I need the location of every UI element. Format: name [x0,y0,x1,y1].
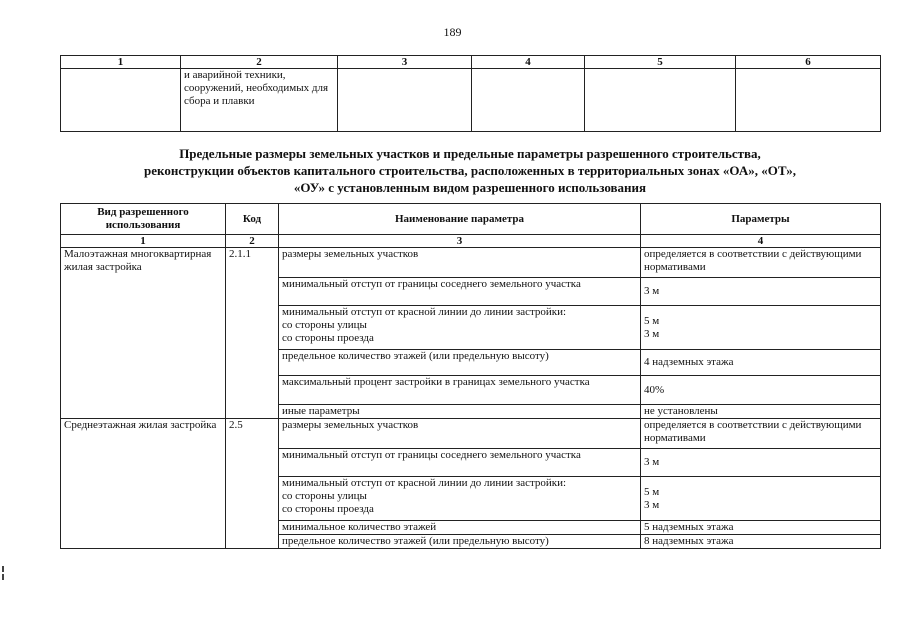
param-name-cell [279,477,641,521]
param-name-cell: размеры земельных участков [279,419,641,449]
param-name: минимальный отступ от красной линии до линии застройки: [282,306,567,318]
code-cell: 2.1.1 [226,248,279,419]
parameters-table [60,203,881,549]
param-value-cell: 3 м [641,278,881,306]
param-name: минимальный отступ от красной линии до линии застройки: [282,477,567,489]
table-cell [736,69,881,132]
param-value: 3 м [644,327,660,340]
header-param-name: Наименование параметра [279,204,641,235]
continuation-table [60,55,881,132]
column-number: 6 [736,56,881,69]
param-value-cell: определяется в соответствии с действующими нормативами [641,248,881,278]
param-value-cell: 3 м [641,449,881,477]
table-row [61,69,881,132]
section-heading [60,145,880,196]
heading-line: «ОУ» с установленным видом разрешенного использования [293,180,647,195]
param-value-cell: 5 надземных этажа [641,521,881,535]
column-number: 3 [279,235,641,248]
scan-crop-mark [2,566,4,572]
param-sub: со стороны проезда [282,503,374,515]
column-number: 1 [61,56,181,69]
param-name-cell [279,306,641,350]
param-name-cell: минимальное количество этажей [279,521,641,535]
param-value-cell [641,306,881,350]
heading-line: Предельные размеры земельных участков и предельные параметры разрешенного строительства, [179,146,761,161]
param-name-cell: минимальный отступ от границы соседнего земельного участка [279,449,641,477]
param-name-cell: размеры земельных участков [279,248,641,278]
param-name-cell: максимальный процент застройки в границах земельного участка [279,376,641,405]
table-row [61,419,881,449]
page-number: 189 [443,25,462,39]
column-number: 5 [585,56,736,69]
param-name-cell: предельное количество этажей (или предельную высоту) [279,535,641,549]
param-value-cell: 8 надземных этажа [641,535,881,549]
param-value-cell [641,477,881,521]
code-cell: 2.5 [226,419,279,549]
table-cell [61,69,181,132]
param-name-cell: минимальный отступ от границы соседнего земельного участка [279,278,641,306]
param-value: 5 м [644,485,660,498]
scan-crop-mark [2,574,4,580]
header-use: Вид разрешенного использования [61,204,226,235]
param-name-cell: предельное количество этажей (или предельную высоту) [279,350,641,376]
param-value-cell: 40% [641,376,881,405]
table-header-row [61,56,881,69]
table-row [61,248,881,278]
header-params: Параметры [641,204,881,235]
param-sub: со стороны улицы [282,490,367,502]
param-value-cell: не установлены [641,405,881,419]
table-cell [585,69,736,132]
column-number: 3 [338,56,472,69]
column-number-row [61,235,881,248]
column-number: 1 [61,235,226,248]
table-cell: и аварийной техники, сооружений, необходимых для сбора и плавки [181,69,338,132]
table-cell [472,69,585,132]
heading-line: реконструкции объектов капитального строительства, расположенных в территориальных зонах «ОА», «ОТ», [144,163,796,178]
param-value-cell: 4 надземных этажа [641,350,881,376]
use-cell: Среднеэтажная жилая застройка [61,419,226,549]
column-number: 4 [472,56,585,69]
column-number: 2 [181,56,338,69]
table-cell [338,69,472,132]
column-number: 2 [226,235,279,248]
param-sub: со стороны улицы [282,319,367,331]
table-header-row [61,204,881,235]
param-value: 5 м [644,314,660,327]
column-number: 4 [641,235,881,248]
param-name-cell: иные параметры [279,405,641,419]
param-sub: со стороны проезда [282,332,374,344]
use-cell: Малоэтажная многоквартирная жилая застройка [61,248,226,419]
header-code: Код [226,204,279,235]
param-value-cell: определяется в соответствии с действующими нормативами [641,419,881,449]
param-value: 3 м [644,498,660,511]
